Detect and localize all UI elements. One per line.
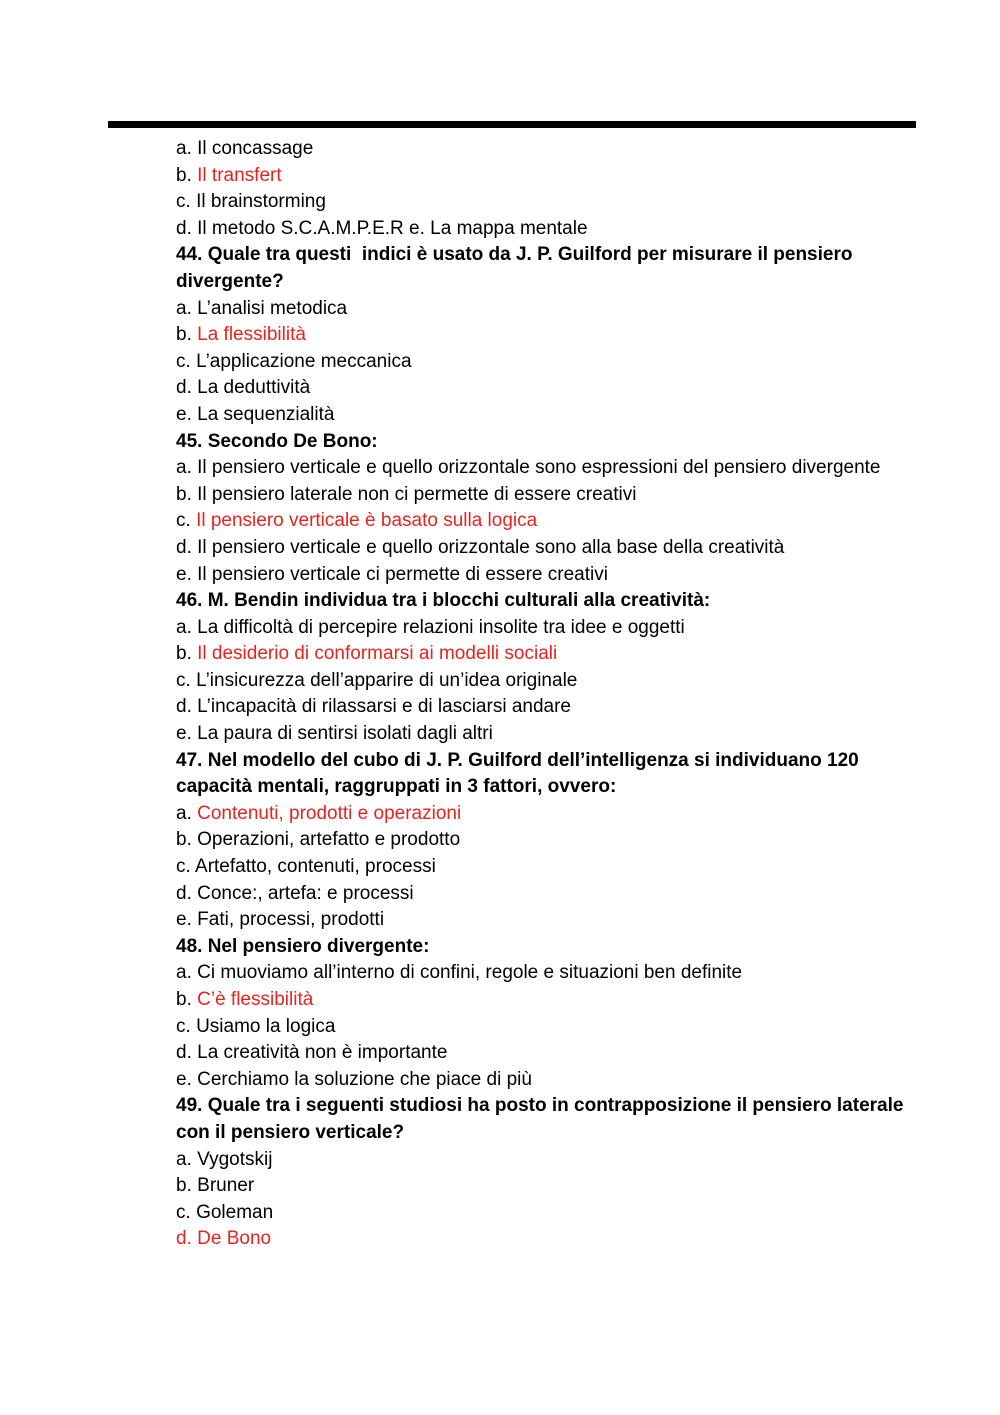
- answer-option: [176, 349, 916, 376]
- option-text: C’è flessibilità: [197, 989, 314, 1010]
- option-text: Contenuti, prodotti e operazioni: [197, 802, 462, 824]
- answer-option: [176, 854, 916, 881]
- correct-answer-option: [176, 987, 916, 1014]
- answer-option: [176, 296, 916, 323]
- question-text: 48. Nel pensiero divergente:: [176, 935, 430, 957]
- quiz-content: [176, 136, 916, 1253]
- option-text: Il pensiero verticale e quello orizzontale sono espressioni del pensiero divergente: [197, 457, 881, 479]
- option-letter: c.: [176, 669, 191, 691]
- option-letter: b.: [176, 164, 192, 186]
- option-letter: d.: [176, 1228, 192, 1250]
- option-text: Il brainstorming: [196, 191, 326, 213]
- option-letter: d.: [176, 536, 192, 558]
- option-text: La difficoltà di percepire relazioni insolite tra idee e oggetti: [197, 616, 685, 638]
- option-text: Il transfert: [197, 164, 282, 186]
- option-text: Cerchiamo la soluzione che piace di più: [197, 1068, 532, 1090]
- option-letter: a.: [176, 962, 192, 984]
- option-text: Vygotskij: [197, 1148, 273, 1170]
- option-letter: e.: [176, 1068, 192, 1090]
- option-letter: b.: [176, 643, 192, 665]
- option-text: La deduttività: [197, 377, 311, 399]
- option-letter: a.: [176, 802, 192, 824]
- answer-option: [176, 1147, 916, 1174]
- question-text: 46. M. Bendin individua tra i blocchi culturali alla creatività:: [176, 590, 711, 612]
- option-letter: e.: [176, 563, 192, 585]
- option-text: Il desiderio di conformarsi ai modelli sociali: [197, 643, 558, 665]
- option-text: Il pensiero verticale ci permette di essere creativi: [197, 563, 608, 585]
- option-letter: b.: [176, 989, 192, 1010]
- option-letter: e.: [176, 909, 192, 931]
- option-letter: a.: [176, 1148, 192, 1170]
- question-text: 44. Quale tra questi indici è usato da J. P. Guilford per misurare il pensiero divergente?: [176, 244, 858, 292]
- option-letter: a.: [176, 297, 192, 319]
- option-text: Il pensiero laterale non ci permette di essere creativi: [197, 483, 637, 505]
- answer-option: [176, 1067, 916, 1094]
- option-text: Usiamo la logica: [196, 1015, 336, 1037]
- answer-option: [176, 1040, 916, 1067]
- option-text: Il pensiero verticale è basato sulla logica: [196, 510, 538, 532]
- option-letter: d.: [176, 377, 192, 399]
- correct-answer-option: [176, 1226, 916, 1253]
- option-letter: c.: [176, 510, 191, 532]
- option-letter: c.: [176, 350, 191, 372]
- option-text: La creatività non è importante: [197, 1042, 448, 1064]
- answer-option: [176, 881, 916, 908]
- correct-answer-option: [176, 508, 916, 535]
- option-text: L’insicurezza dell’apparire di un’idea originale: [196, 669, 578, 691]
- header-rule: [108, 121, 916, 128]
- answer-option: [176, 668, 916, 695]
- option-letter: a.: [176, 616, 192, 638]
- answer-option: [176, 694, 916, 721]
- option-text: Goleman: [196, 1201, 274, 1223]
- correct-answer-option: [176, 322, 916, 349]
- option-text: Operazioni, artefatto e prodotto: [197, 829, 461, 851]
- option-text: Il pensiero verticale e quello orizzontale sono alla base della creatività: [197, 536, 785, 558]
- answer-option: [176, 960, 916, 987]
- option-letter: a.: [176, 138, 192, 159]
- correct-answer-option: [176, 641, 916, 668]
- answer-option: [176, 907, 916, 934]
- answer-option: [176, 1200, 916, 1227]
- option-letter: a.: [176, 457, 192, 479]
- option-letter: c.: [176, 1015, 191, 1037]
- option-letter: b.: [176, 483, 192, 505]
- option-letter: c.: [176, 1201, 191, 1223]
- correct-answer-option: [176, 801, 916, 828]
- answer-option: [176, 1014, 916, 1041]
- answer-option: [176, 216, 916, 243]
- answer-option: [176, 482, 916, 509]
- option-letter: b.: [176, 829, 192, 851]
- option-text: Artefatto, contenuti, processi: [195, 856, 436, 878]
- option-letter: c.: [176, 856, 191, 878]
- option-text: L’applicazione meccanica: [196, 350, 412, 372]
- answer-option: [176, 136, 916, 163]
- question-text: 47. Nel modello del cubo di J. P. Guilford dell’intelligenza si individuano 120 capacità mentali, raggruppati in 3 fattori, ovvero:: [176, 749, 865, 798]
- option-letter: d.: [176, 696, 192, 718]
- option-letter: d.: [176, 882, 192, 904]
- answer-option: [176, 721, 916, 748]
- answer-option: [176, 615, 916, 642]
- answer-option: [176, 375, 916, 402]
- answer-option: [176, 402, 916, 429]
- option-text: La flessibilità: [197, 324, 306, 346]
- answer-option: [176, 455, 916, 482]
- option-text: Fati, processi, prodotti: [197, 909, 385, 931]
- option-text: Il metodo S.C.A.M.P.E.R e. La mappa mentale: [197, 217, 588, 239]
- option-letter: d.: [176, 217, 192, 239]
- option-text: Ci muoviamo all’interno di confini, regole e situazioni ben definite: [197, 962, 743, 984]
- option-text: De Bono: [197, 1228, 272, 1250]
- option-letter: b.: [176, 324, 192, 346]
- answer-option: [176, 189, 916, 216]
- answer-option: [176, 827, 916, 854]
- question-text: 45. Secondo De Bono:: [176, 430, 378, 452]
- option-text: L’analisi metodica: [197, 297, 348, 319]
- option-letter: c.: [176, 191, 191, 213]
- option-text: La paura di sentirsi isolati dagli altri: [197, 723, 493, 745]
- answer-option: [176, 1173, 916, 1200]
- option-letter: e.: [176, 723, 192, 745]
- answer-option: [176, 562, 916, 589]
- option-text: La sequenzialità: [197, 403, 335, 425]
- option-letter: d.: [176, 1042, 192, 1064]
- option-text: Bruner: [197, 1175, 255, 1197]
- option-text: L’incapacità di rilassarsi e di lasciarsi andare: [197, 696, 571, 718]
- option-letter: e.: [176, 403, 192, 425]
- correct-answer-option: [176, 163, 916, 190]
- option-text: Il concassage: [197, 138, 314, 159]
- question-text: 49. Quale tra i seguenti studiosi ha posto in contrapposizione il pensiero laterale con il pensiero verticale?: [176, 1095, 909, 1143]
- answer-option: [176, 535, 916, 562]
- option-letter: b.: [176, 1175, 192, 1197]
- option-text: Conce:, artefa: e processi: [197, 882, 414, 904]
